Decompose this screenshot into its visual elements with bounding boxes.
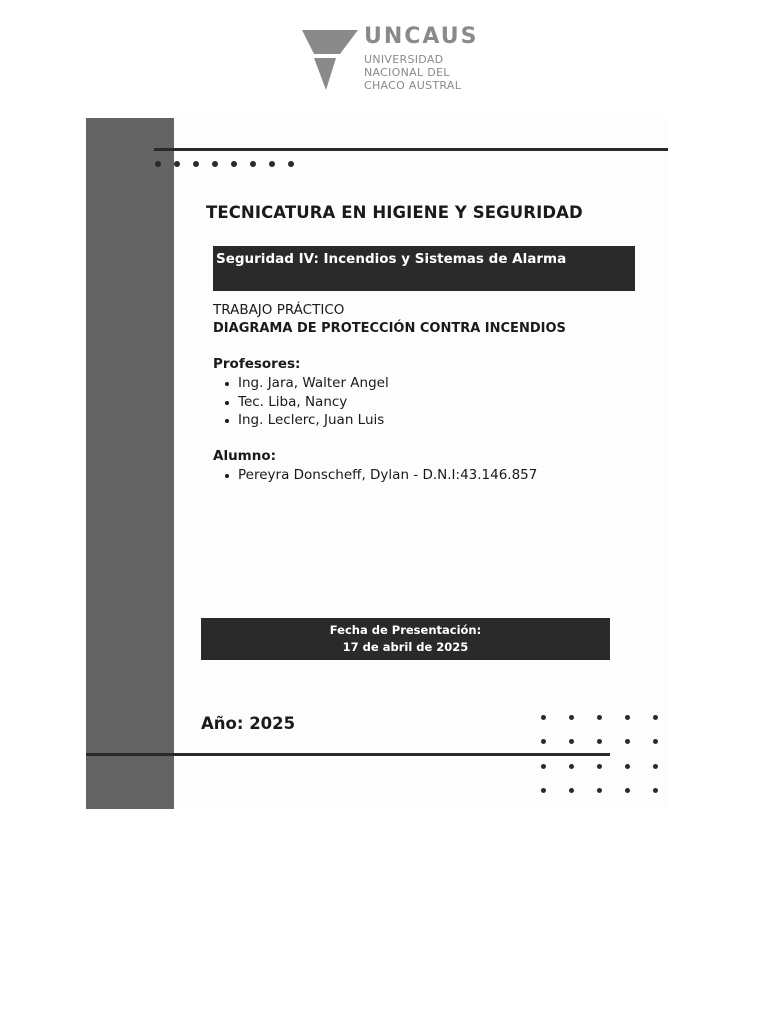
list-item: Ing. Jara, Walter Angel (223, 374, 389, 393)
logo-subtitle-line-3: CHACO AUSTRAL (364, 79, 462, 92)
career-title: TECNICATURA EN HIGIENE Y SEGURIDAD (206, 203, 583, 222)
presentation-date: 17 de abril de 2025 (342, 640, 469, 654)
uncaus-logo (300, 26, 480, 94)
student-heading: Alumno: (213, 448, 277, 464)
decorative-dot-row (155, 161, 295, 169)
work-title: DIAGRAMA DE PROTECCIÓN CONTRA INCENDIOS (213, 321, 566, 336)
subject-banner (213, 246, 635, 291)
logo-subtitle (364, 53, 461, 92)
bottom-divider (86, 753, 610, 756)
cover-card (86, 118, 668, 809)
logo-name: UNCAUS (364, 24, 479, 49)
presentation-date-banner (201, 618, 610, 660)
decorative-side-bar (86, 118, 174, 809)
logo-subtitle-line-2: NACIONAL DEL (364, 66, 450, 79)
professors-heading: Profesores: (213, 356, 301, 372)
uncaus-emblem-icon (300, 28, 360, 92)
work-type: TRABAJO PRÁCTICO (213, 302, 345, 318)
student-list (223, 466, 537, 485)
year-label: Año: 2025 (201, 714, 296, 733)
list-item: Ing. Leclerc, Juan Luis (223, 411, 389, 430)
professors-list (223, 374, 389, 430)
list-item: Pereyra Donscheff, Dylan - D.N.I:43.146.857 (223, 466, 537, 485)
subject-title: Seguridad IV: Incendios y Sistemas de Alarma (216, 251, 567, 267)
top-divider (154, 148, 668, 151)
logo-subtitle-line-1: UNIVERSIDAD (364, 53, 444, 66)
presentation-label: Fecha de Presentación: (329, 623, 482, 637)
list-item: Tec. Liba, Nancy (223, 393, 389, 412)
